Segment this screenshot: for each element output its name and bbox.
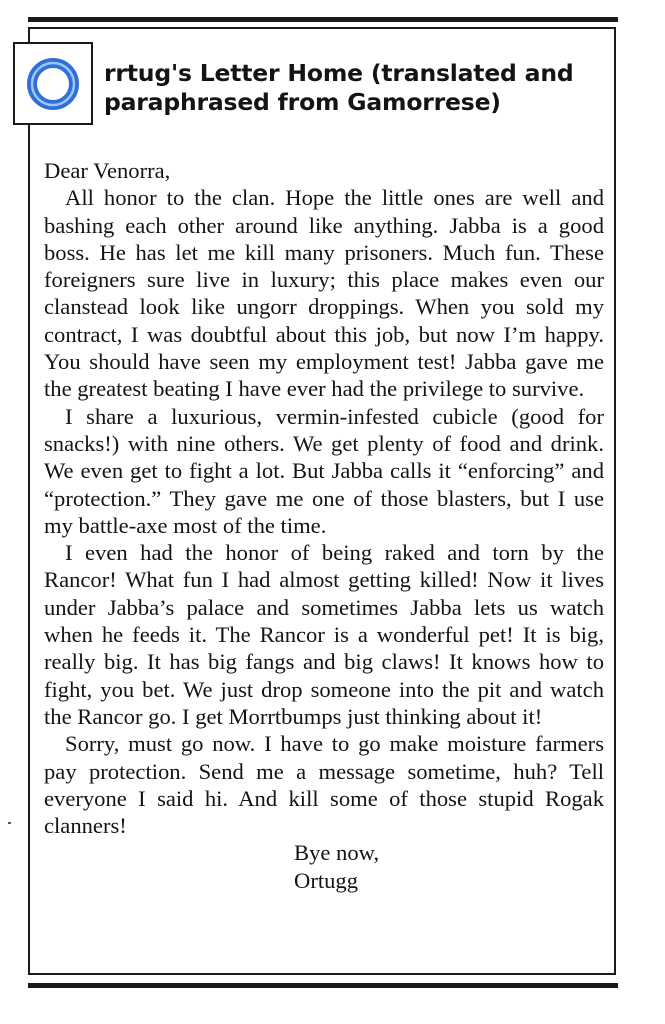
letter-paragraph: Sorry, must go now. I have to go make moisture farmers pay protection. Send me a message sometime, huh? Tell everyone I said hi. And kill some of those stupid Rogak clanners! [44,731,604,839]
sidebar-heading [104,59,604,117]
scan-speck [8,822,11,824]
letter-paragraph: All honor to the clan. Hope the little ones are well and bashing each other around like anything. Jabba is a good boss. He has let me kill many prisoners. Much fun. These foreigners sure live in luxury; this place makes even our clanstead look like ungorr droppings. When you sold my contract, I was doubtful about this job, but now I’m happy. You should have seen my employment test! Jabba gave me the greatest beating I have ever had the privilege to survive. [44,185,604,402]
ring-hole [41,72,65,96]
letter-closing: Bye now, [294,840,380,866]
logo-box [13,42,93,125]
letter-paragraph: I even had the honor of being raked and torn by the Rancor! What fun I had almost getting killed! Now it lives under Jabba’s palace and sometimes Jabba lets us watch when he feeds it. The Rancor is a wonderful pet! It is big, really big. It has big fangs and big claws! It knows how to fight, you bet. We just drop someone into the pit and watch the Rancor go. I get Morrtbumps just thinking about it! [44,540,604,729]
heading-line-2: paraphrased from Gamorrese) [104,88,501,116]
top-rule [28,17,618,22]
ring-logo-icon [25,56,81,112]
heading-line-1: rrtug's Letter Home (translated and [104,59,574,87]
letter-signature: Ortugg [294,867,359,893]
letter-greeting: Dear Venorra, [44,158,171,183]
letter-paragraph: I share a luxurious, vermin-infested cubicle (good for snacks!) with nine others. We get plenty of food and drink. We even get to fight a lot. But Jabba calls it “enforcing” and “protection.” They gave me one of those blasters, but I use my battle-axe most of the time. [44,403,604,538]
letter-signoff [294,839,604,894]
bottom-rule [28,983,618,988]
letter-body [44,157,604,894]
